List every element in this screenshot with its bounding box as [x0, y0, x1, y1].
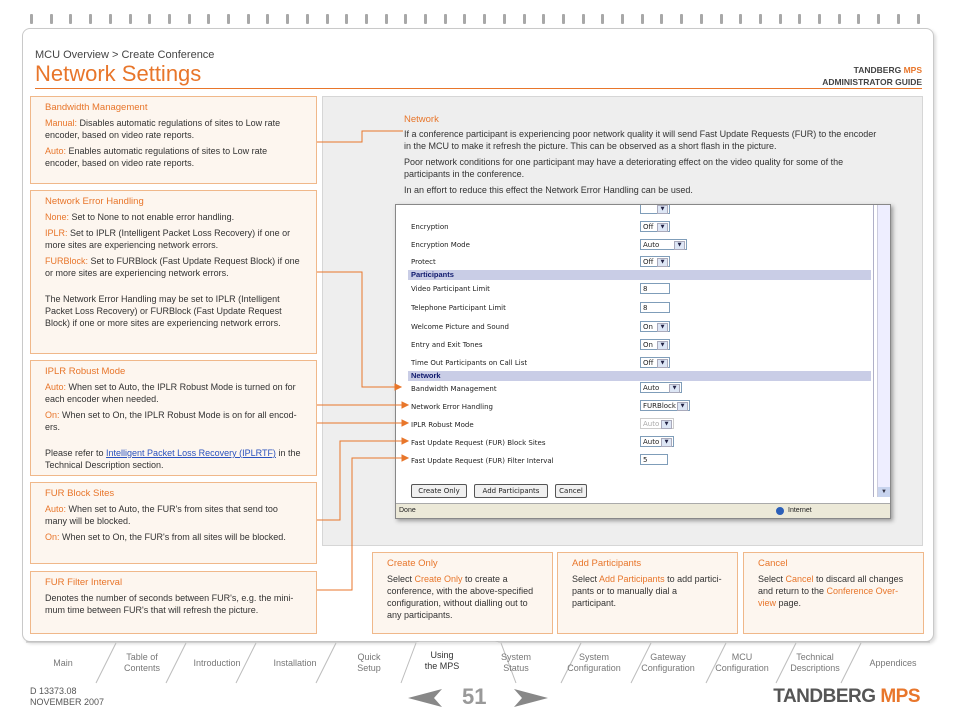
tab-label: Appendices — [869, 658, 917, 668]
tab-label: Introduction — [193, 658, 241, 668]
video-limit-input[interactable]: 8 — [640, 283, 670, 294]
tab-introduction[interactable] — [184, 658, 250, 669]
cancel-post: page. — [776, 598, 802, 608]
create-only-button[interactable]: Create Only — [411, 484, 467, 498]
protect-value: Off — [643, 258, 654, 266]
doc-info — [30, 686, 104, 708]
chevron-down-icon: ▼ — [657, 205, 668, 214]
cancel-text — [758, 573, 909, 609]
iplr-text: Set to IPLR (Intelligent Packet Loss Recovery) if one or more sites are experiencing network errors. — [45, 228, 291, 250]
iplr-label: IPLR Robust Mode — [411, 421, 474, 429]
cancel-button[interactable]: Cancel — [555, 484, 587, 498]
iplr-on-key: On: — [45, 410, 60, 420]
furblock-text: Set to FURBlock (Fast Update Request Block) if one or more sites are experiencing network errors. — [45, 256, 300, 278]
tab-label: Using — [430, 650, 454, 660]
iplr-auto-text: When set to Auto, the IPLR Robust Mode is turned on for each encoder when needed. — [45, 382, 296, 404]
tab-label-2: Configuration — [567, 663, 621, 673]
add-participants-title: Add Participants — [572, 558, 642, 569]
tab-label: MCU — [731, 652, 753, 662]
iplr-on-text: When set to On, the IPLR Robust Mode is on for all encod-ers. — [45, 410, 297, 432]
welcome-label: Welcome Picture and Sound — [411, 323, 509, 331]
tab-installation[interactable] — [262, 658, 328, 669]
bandwidth-value: Auto — [643, 384, 660, 392]
tab-label-2: Configuration — [715, 663, 769, 673]
iplr-ref-link[interactable]: Intelligent Packet Loss Recovery (IPLRTF) — [106, 448, 276, 458]
chevron-down-icon: ▼ — [657, 323, 668, 332]
add-participants-button[interactable]: Add Participants — [474, 484, 548, 498]
tab-label-2: the MPS — [424, 661, 460, 671]
cancel-key2[interactable]: Conference Over-view — [758, 586, 899, 608]
arrow-head-icon — [395, 384, 401, 390]
prev-page-icon[interactable] — [408, 689, 442, 707]
arrow-network-line — [317, 131, 403, 142]
ref-post: in the Technical Description section. — [45, 448, 301, 470]
bandwidth-label: Bandwidth Management — [411, 385, 497, 393]
iplr-value: Auto — [643, 420, 660, 428]
fur-auto-text: When set to Auto, the FUR's from sites that send too many will be blocked. — [45, 504, 278, 526]
fur-filter-text: Denotes the number of seconds between FUR's, e.g. the mini-mum time between FUR's that will refresh the picture. — [45, 593, 294, 615]
logo-name: TANDBERG — [773, 686, 876, 707]
tab-label-2: Status — [503, 663, 529, 673]
arrow-head-icon — [402, 402, 408, 408]
tab-using-the-mps[interactable] — [414, 650, 470, 672]
network-section: Network — [408, 371, 871, 381]
entry-exit-label: Entry and Exit Tones — [411, 341, 483, 349]
tab-quick-setup[interactable] — [344, 652, 394, 674]
none-text: Set to None to not enable error handling. — [69, 212, 235, 222]
cancel-key: Cancel — [785, 574, 814, 584]
add-participants-text — [572, 573, 723, 609]
page-title: Network Settings — [35, 61, 202, 86]
doc-date: NOVEMBER 2007 — [30, 697, 105, 707]
tab-label: Quick — [357, 652, 381, 662]
breadcrumb: MCU Overview > Create Conference — [35, 49, 215, 61]
create-key: Create Only — [414, 574, 463, 584]
chevron-down-icon: ▼ — [657, 258, 668, 267]
arrow-head-icon — [402, 420, 408, 426]
network-p3: In an effort to reduce this effect the Network Error Handling can be used. — [404, 185, 693, 195]
chevron-down-icon: ▼ — [669, 384, 680, 393]
tab-label: Installation — [273, 658, 317, 668]
status-done: Done — [399, 507, 416, 514]
tab-label-2: Contents — [123, 663, 161, 673]
iplr-auto-key: Auto: — [45, 382, 67, 392]
manual-text: Disables automatic regulations of sites to Low rate encoder, based on video rate reports. — [45, 118, 281, 140]
tab-label: Table of — [126, 652, 158, 662]
logo-mps: MPS — [880, 686, 920, 707]
chevron-down-icon: ▼ — [674, 241, 685, 250]
timeout-value: Off — [643, 359, 654, 367]
create-only-text — [387, 573, 538, 621]
fur-on-key: On: — [45, 532, 60, 542]
tandberg-logo — [773, 686, 920, 708]
chevron-down-icon: ▼ — [661, 420, 672, 429]
fur-block-label: Fast Update Request (FUR) Block Sites — [411, 439, 546, 447]
tab-label-2: Setup — [357, 663, 381, 673]
tab-label: System — [578, 652, 609, 662]
protect-label: Protect — [411, 258, 436, 266]
fur-auto-key: Auto: — [45, 504, 67, 514]
create-only-title: Create Only — [387, 558, 438, 569]
error-handling-title: Network Error Handling — [45, 196, 144, 207]
arrow-bandwidth-line — [317, 272, 395, 387]
brand-name: TANDBERG — [853, 65, 902, 75]
network-p1: If a conference participant is experiencing poor network quality it will send Fast Update Requests (FUR) to the encoder in the MCU to make it refresh the picture. This can be observed as a short flash in the picture. — [404, 129, 877, 151]
iplr-robust-title: IPLR Robust Mode — [45, 366, 126, 377]
add-key: Add Participants — [599, 574, 665, 584]
tab-appendices[interactable] — [862, 658, 924, 669]
chevron-down-icon: ▼ — [657, 359, 668, 368]
arrow-head-icon — [402, 455, 408, 461]
encryption-label: Encryption — [411, 223, 449, 231]
tab-system-configuration[interactable] — [560, 652, 628, 674]
fur-on-text: When set to On, the FUR's from all sites will be blocked. — [59, 532, 286, 542]
timeout-label: Time Out Participants on Call List — [411, 359, 528, 367]
add-post: to add partici-pants or to manually dial a participant. — [572, 574, 722, 608]
fur-block-title: FUR Block Sites — [45, 488, 115, 499]
none-key: None: — [45, 212, 70, 222]
brand-guide: ADMINISTRATOR GUIDE — [822, 77, 922, 87]
tab-label-2: Configuration — [641, 663, 695, 673]
status-zone: Internet — [788, 507, 812, 514]
tab-label: Technical — [796, 652, 834, 662]
auto-key: Auto: — [45, 146, 67, 156]
iplr-key: IPLR: — [45, 228, 68, 238]
scroll-down-icon[interactable]: ▼ — [878, 487, 890, 497]
tab-label: Gateway — [650, 652, 686, 662]
error-handling-label: Network Error Handling — [411, 403, 493, 411]
tel-limit-input[interactable]: 8 — [640, 302, 670, 313]
chevron-down-icon: ▼ — [657, 341, 668, 350]
auto-text: Enables automatic regulations of sites to Low rate encoder, based on video rate reports. — [45, 146, 268, 168]
cancel-title: Cancel — [758, 558, 788, 569]
tab-label: System — [500, 652, 531, 662]
cancel-box — [743, 552, 924, 634]
chevron-down-icon: ▼ — [657, 223, 668, 232]
doc-number: D 13373.08 — [30, 686, 77, 696]
network-title: Network — [404, 114, 439, 125]
arrow-head-icon — [402, 438, 408, 444]
participants-section: Participants — [408, 270, 871, 280]
bandwidth-title: Bandwidth Management — [45, 102, 148, 113]
next-page-icon[interactable] — [514, 689, 548, 707]
error-handling-value: FURBlock — [643, 402, 676, 410]
fur-filter-label: Fast Update Request (FUR) Filter Interval — [411, 457, 554, 465]
add-participants-box — [557, 552, 738, 634]
tab-label: Main — [53, 658, 73, 668]
video-limit-label: Video Participant Limit — [411, 285, 490, 293]
add-pre: Select — [572, 574, 600, 584]
encryption-value: Off — [643, 223, 654, 231]
tab-system-status[interactable] — [488, 652, 544, 674]
fur-block-value: Auto — [643, 438, 660, 446]
fur-filter-title: FUR Filter Interval — [45, 577, 123, 588]
network-p2: Poor network conditions for one participant may have a deteriorating effect on the video quality for some of the participants in the conference. — [404, 157, 844, 179]
chevron-down-icon: ▼ — [661, 438, 672, 447]
encryption-mode-value: Auto — [643, 241, 660, 249]
cancel-mid: to discard all changes and return to the — [758, 574, 904, 596]
create-pre: Select — [387, 574, 415, 584]
manual-key: Manual: — [45, 118, 78, 128]
create-post: to create a conference, with the above-specified configuration, without dialling out to any participants. — [387, 574, 534, 620]
tab-gateway-configuration[interactable] — [634, 652, 702, 674]
fur-filter-input[interactable]: 5 — [640, 454, 668, 465]
page-number: 51 — [462, 684, 487, 709]
encryption-mode-label: Encryption Mode — [411, 241, 470, 249]
tab-label-2: Descriptions — [790, 663, 840, 673]
entry-exit-value: On — [643, 341, 653, 349]
arrow-fur-block-line — [317, 441, 402, 520]
ref-pre: Please refer to — [45, 448, 107, 458]
create-only-box — [372, 552, 553, 634]
tab-mcu-configuration[interactable] — [708, 652, 776, 674]
brand-mps: MPS — [903, 65, 922, 75]
tab-main[interactable] — [38, 658, 88, 669]
cancel-pre: Select — [758, 574, 786, 584]
furblock-key: FURBlock: — [45, 256, 89, 266]
welcome-value: On — [643, 323, 653, 331]
tel-limit-label: Telephone Participant Limit — [411, 304, 506, 312]
chevron-down-icon: ▼ — [677, 402, 688, 411]
tab-technical-descriptions[interactable] — [782, 652, 848, 674]
error-note: The Network Error Handling may be set to IPLR (Intelligent Packet Loss Recovery) or FURBlock (Fast Update Request Block) if one or more sites are experiencing network errors. — [45, 294, 282, 328]
tab-table-of-contents[interactable] — [112, 652, 172, 674]
